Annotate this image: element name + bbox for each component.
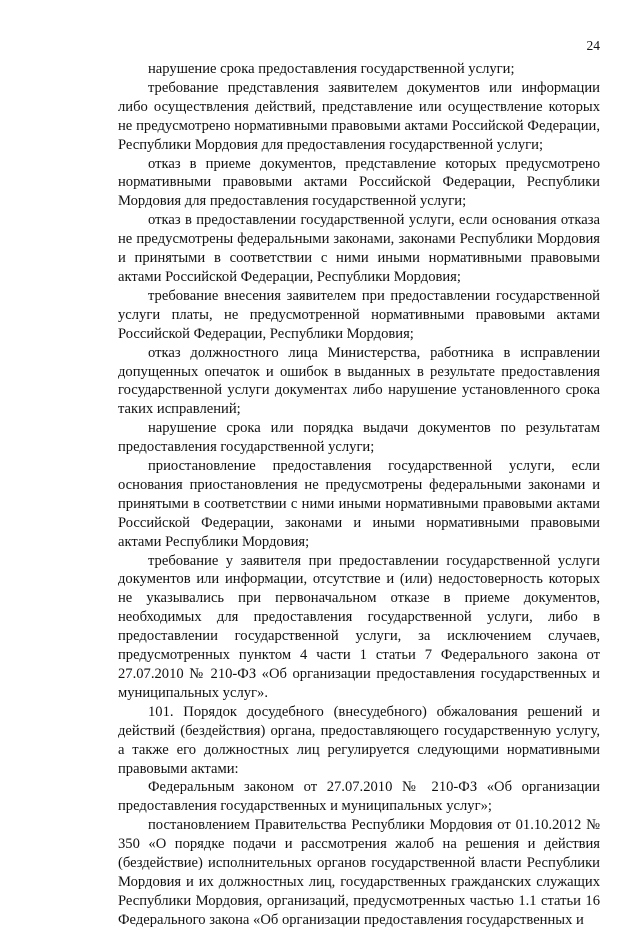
paragraph: нарушение срока или порядка выдачи документов по результатам предоставления государственной услуги; bbox=[118, 420, 600, 456]
paragraph: отказ в приеме документов, представление которых предусмотрено нормативными правовыми актами Российской Федерации, Республики Мордовия для предоставления государственной услуги; bbox=[118, 155, 600, 210]
paragraph: требование у заявителя при предоставлении государственной услуги документов или информации, отсутствие и (или) недостоверность которых не указывались при первоначальном отказе в приеме документов, необходимых для предоставления государственной услуги, либо в предоставлении государственной услуги, за исключением случаев, предусмотренных пунктом 4 части 1 статьи 7 Федерального закона от 27.07.2010 № 210-ФЗ «Об организации предоставления государственных и муниципальных услуг». bbox=[118, 552, 600, 701]
page-number: 24 bbox=[586, 38, 600, 53]
paragraph: постановлением Правительства Республики Мордовия от 01.10.2012 № 350 «О порядке подачи и рассмотрения жалоб на решения и действия (бездействие) исполнительных органов государственной власти Республики Мордовия и их должностных лиц, государственных гражданских служащих Республики Мордовия, организаций, предусмотренных частью 1.1 статьи 16 Федерального закона «Об организации предоставления государственных и bbox=[118, 817, 600, 928]
paragraph: отказ в предоставлении государственной услуги, если основания отказа не предусмотрены федеральными законами, законами Республики Мордовия и принятыми в соответствии с ними иными нормативными правовыми актами Российской Федерации, Республики Мордовия; bbox=[118, 212, 600, 285]
paragraph: приостановление предоставления государственной услуги, если основания приостановления не предусмотрены федеральными законами и принятыми в соответствии с ними иными нормативными правовыми актами Российской Федерации, законами и иными нормативными правовыми актами Республики Мордовия; bbox=[118, 458, 600, 550]
paragraph: нарушение срока предоставления государственной услуги; bbox=[148, 61, 515, 77]
paragraph: требование представления заявителем документов или информации либо осуществления действий, представление или осуществление которых не предусмотрено нормативными правовыми актами Российской Федерации, Республики Мордовия для предоставления государственной услуги; bbox=[118, 79, 600, 153]
paragraph: отказ должностного лица Министерства, работника в исправлении допущенных опечаток и ошибок в выданных в результате предоставления государственной услуги документах либо нарушение установленного срока таких исправлений; bbox=[118, 344, 600, 418]
document-body bbox=[118, 60, 600, 930]
paragraph: Федеральным законом от 27.07.2010 № 210-ФЗ «Об организации предоставления государственных и муниципальных услуг»; bbox=[118, 779, 600, 815]
paragraph: 101. Порядок досудебного (внесудебного) обжалования решений и действий (бездействия) органа, предоставляющего государственную услугу, а также его должностных лиц регулируется следующими нормативными правовыми актами: bbox=[118, 703, 600, 777]
paragraph: требование внесения заявителем при предоставлении государственной услуги платы, не предусмотренной нормативными правовыми актами Российской Федерации, Республики Мордовия; bbox=[118, 287, 600, 342]
